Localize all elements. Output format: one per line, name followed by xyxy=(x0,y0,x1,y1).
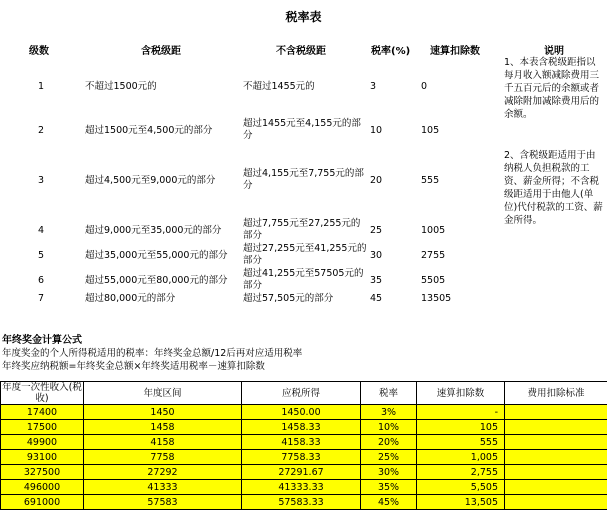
row-rate: 45 xyxy=(370,293,382,305)
header-level: 级数 xyxy=(29,42,49,57)
col-rate: 税率 xyxy=(361,382,417,405)
row-deduction: 555 xyxy=(421,175,439,187)
row-rate: 25 xyxy=(370,225,382,237)
cell-deduction[interactable]: 555 xyxy=(417,435,505,450)
cell-deduction[interactable]: 5,505 xyxy=(417,480,505,495)
row-level: 2 xyxy=(38,125,44,137)
row-range: 超过55,000元至80,000元的部分 xyxy=(85,275,227,287)
row-rate: 30 xyxy=(370,250,382,262)
row-deduction: 5505 xyxy=(421,275,445,287)
cell-deduction[interactable]: 13,505 xyxy=(417,495,505,510)
cell-interval[interactable]: 7758 xyxy=(84,450,242,465)
formula-line-2: 年终奖应纳税额=年终奖金总额×年终奖适用税率－速算扣除数 xyxy=(2,358,265,372)
row-net-range: 超过57,505元的部分 xyxy=(243,293,333,305)
cell-taxable[interactable]: 1450.00 xyxy=(242,405,361,420)
cell-interval[interactable]: 1458 xyxy=(84,420,242,435)
row-deduction: 13505 xyxy=(421,293,451,305)
row-level: 7 xyxy=(38,293,44,305)
cell-deduction[interactable]: 2,755 xyxy=(417,465,505,480)
cell-interval[interactable]: 1450 xyxy=(84,405,242,420)
cell-interval[interactable]: 57583 xyxy=(84,495,242,510)
col-deduction: 速算扣除数 xyxy=(417,382,505,405)
row-net-range: 超过41,255元至57505元的部分 xyxy=(243,268,369,292)
row-net-range: 不超过1455元的 xyxy=(243,81,315,93)
cell-standard[interactable] xyxy=(505,495,607,510)
table-row xyxy=(1,450,607,465)
col-interval: 年度区间 xyxy=(84,382,242,405)
row-deduction: 105 xyxy=(421,125,439,137)
row-range: 超过4,500元至9,000元的部分 xyxy=(85,175,215,187)
sheet-title: 税率表 xyxy=(0,8,607,25)
col-income: 年度一次性收入(税收) xyxy=(1,382,84,405)
row-level: 3 xyxy=(38,175,44,187)
row-rate: 35 xyxy=(370,275,382,287)
row-level: 5 xyxy=(38,250,44,262)
cell-rate[interactable]: 35% xyxy=(361,480,417,495)
header-net-range: 不含税级距 xyxy=(276,42,326,57)
row-net-range: 超过1455元至4,155元的部分 xyxy=(243,118,369,142)
table-row xyxy=(1,495,607,510)
cell-deduction[interactable]: - xyxy=(417,405,505,420)
row-deduction: 2755 xyxy=(421,250,445,262)
cell-taxable[interactable]: 57583.33 xyxy=(242,495,361,510)
row-range: 不超过1500元的 xyxy=(85,81,157,93)
cell-taxable[interactable]: 4158.33 xyxy=(242,435,361,450)
cell-interval[interactable]: 41333 xyxy=(84,480,242,495)
cell-rate[interactable]: 25% xyxy=(361,450,417,465)
cell-interval[interactable]: 4158 xyxy=(84,435,242,450)
col-standard: 费用扣除标准 xyxy=(505,382,607,405)
cell-rate[interactable]: 45% xyxy=(361,495,417,510)
cell-standard[interactable] xyxy=(505,435,607,450)
cell-taxable[interactable]: 7758.33 xyxy=(242,450,361,465)
row-range: 超过1500元至4,500元的部分 xyxy=(85,125,212,137)
cell-rate[interactable]: 30% xyxy=(361,465,417,480)
notes-column xyxy=(504,56,604,255)
cell-standard[interactable] xyxy=(505,405,607,420)
table-row xyxy=(1,420,607,435)
header-rate: 税率(%) xyxy=(371,42,410,57)
cell-income[interactable]: 49900 xyxy=(1,435,84,450)
header-taxable-range: 含税级距 xyxy=(141,42,181,57)
cell-standard[interactable] xyxy=(505,450,607,465)
cell-standard[interactable] xyxy=(505,420,607,435)
row-rate: 10 xyxy=(370,125,382,137)
cell-income[interactable]: 17400 xyxy=(1,405,84,420)
cell-income[interactable]: 93100 xyxy=(1,450,84,465)
row-range: 超过80,000元的部分 xyxy=(85,293,175,305)
cell-rate[interactable]: 20% xyxy=(361,435,417,450)
row-level: 4 xyxy=(38,225,44,237)
row-level: 6 xyxy=(38,275,44,287)
row-deduction: 1005 xyxy=(421,225,445,237)
row-level: 1 xyxy=(38,81,44,93)
cell-standard[interactable] xyxy=(505,465,607,480)
cell-income[interactable]: 327500 xyxy=(1,465,84,480)
cell-rate[interactable]: 10% xyxy=(361,420,417,435)
formula-line-1: 年度奖金的个人所得税适用的税率：年终奖金总额/12后再对应适用税率 xyxy=(2,345,302,359)
cell-taxable[interactable]: 27291.67 xyxy=(242,465,361,480)
table-row xyxy=(1,405,607,420)
header-deduction: 速算扣除数 xyxy=(430,42,480,57)
note-1: 1、本表含税级距指以每月收入额减除费用三千五百元后的余额或者减除附加减除费用后的余额。 xyxy=(504,56,604,121)
cell-deduction[interactable]: 1,005 xyxy=(417,450,505,465)
row-rate: 3 xyxy=(370,81,376,93)
row-net-range: 超过7,755元至27,255元的部分 xyxy=(243,218,369,242)
cell-taxable[interactable]: 1458.33 xyxy=(242,420,361,435)
bonus-table-header xyxy=(1,382,607,405)
col-taxable: 应税所得 xyxy=(242,382,361,405)
row-range: 超过35,000元至55,000元的部分 xyxy=(85,250,227,262)
table-row xyxy=(1,480,607,495)
cell-deduction[interactable]: 105 xyxy=(417,420,505,435)
table-row xyxy=(1,435,607,450)
cell-rate[interactable]: 3% xyxy=(361,405,417,420)
row-net-range: 超过4,155元至7,755元的部分 xyxy=(243,168,369,192)
bonus-table xyxy=(0,381,607,510)
cell-income[interactable]: 691000 xyxy=(1,495,84,510)
note-2: 2、含税级距适用于由纳税人负担税款的工资、薪金所得；不含税级距适用于由他人(单位)代付税款的工资、薪金所得。 xyxy=(504,149,604,227)
header-notes: 说明 xyxy=(544,42,564,57)
table-row xyxy=(1,465,607,480)
cell-standard[interactable] xyxy=(505,480,607,495)
row-range: 超过9,000元至35,000元的部分 xyxy=(85,225,221,237)
row-rate: 20 xyxy=(370,175,382,187)
row-net-range: 超过27,255元至41,255元的部分 xyxy=(243,243,369,267)
cell-income[interactable]: 496000 xyxy=(1,480,84,495)
formula-title: 年终奖金计算公式 xyxy=(2,331,82,346)
cell-interval[interactable]: 27292 xyxy=(84,465,242,480)
row-deduction: 0 xyxy=(421,81,427,93)
cell-taxable[interactable]: 41333.33 xyxy=(242,480,361,495)
cell-income[interactable]: 17500 xyxy=(1,420,84,435)
